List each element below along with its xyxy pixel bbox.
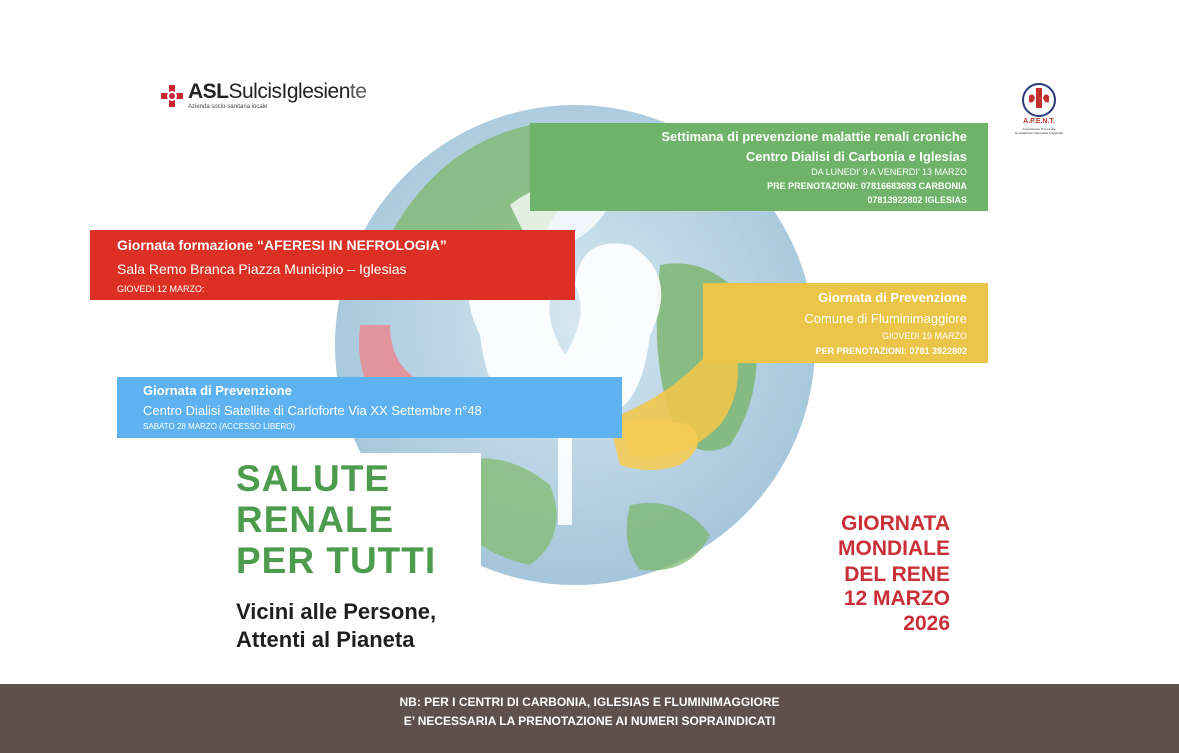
slogan-line-3: PER TUTTI bbox=[236, 540, 437, 581]
slogan-line-1: SALUTE bbox=[236, 458, 390, 499]
footer-note bbox=[0, 684, 1179, 753]
slogan-line-2: RENALE bbox=[236, 499, 395, 540]
event-banner-fluminimaggiore bbox=[703, 283, 988, 363]
apent-emblem-icon bbox=[1019, 82, 1059, 118]
event-date: GIOVEDI 19 MARZO bbox=[881, 331, 967, 341]
event-place: Comune di Fluminimaggiore bbox=[804, 311, 967, 326]
event-place: Centro Dialisi Satellite di Carloforte Via XX Settembre n°48 bbox=[143, 403, 482, 418]
event-phone-carbonia: PRE PRENOTAZIONI: 07816683693 CARBONIA bbox=[767, 181, 967, 191]
event-title: Settimana di prevenzione malattie renali croniche bbox=[661, 129, 967, 144]
event-title: Giornata di Prevenzione bbox=[818, 290, 967, 305]
world-day-line-4: 12 MARZO bbox=[843, 587, 950, 610]
event-banner-carloforte bbox=[117, 377, 622, 438]
footer-line-2: E’ NECESSARIA LA PRENOTAZIONE AI NUMERI SOPRAINDICATI bbox=[403, 714, 776, 728]
event-banner-aferesi bbox=[90, 230, 575, 300]
world-day-line-2: MONDIALE bbox=[838, 537, 950, 560]
asl-cross-icon bbox=[160, 84, 184, 108]
event-place: Centro Dialisi di Carbonia e Iglesias bbox=[745, 149, 967, 164]
apent-label: A.P.E.N.T. bbox=[1023, 118, 1055, 125]
event-title: Giornata formazione “AFERESI IN NEFROLOGIA” bbox=[117, 237, 447, 253]
world-day-line-1: GIORNATA bbox=[841, 512, 950, 535]
footer-line-1: NB: PER I CENTRI DI CARBONIA, IGLESIAS E FLUMINIMAGGIORE bbox=[399, 695, 780, 709]
event-title: Giornata di Prevenzione bbox=[143, 383, 292, 398]
asl-logo bbox=[160, 80, 367, 114]
world-day-line-3: DEL RENE bbox=[844, 563, 950, 586]
world-day-line-5: 2026 bbox=[903, 612, 950, 635]
asl-subtitle: Azienda socio-sanitaria locale bbox=[188, 104, 268, 110]
event-phone: PER PRENOTAZIONI: 0781 3922802 bbox=[815, 346, 967, 356]
asl-name: ASLSulcisIglesiente bbox=[188, 80, 367, 103]
event-date: SABATO 28 MARZO (ACCESSO LIBERO) bbox=[143, 422, 296, 431]
apent-logo bbox=[1013, 82, 1065, 136]
event-banner-carbonia-iglesias bbox=[530, 123, 988, 211]
apent-subtitle: Associazione Provinciale Emodializzati Nefropatici Trapiantati bbox=[1015, 127, 1063, 135]
event-date: GIOVEDI 12 MARZO: bbox=[117, 284, 205, 294]
slogan-subline-1: Vicini alle Persone, bbox=[236, 599, 437, 624]
event-phone-iglesias: 07813922802 IGLESIAS bbox=[867, 195, 967, 205]
event-date: DA LUNEDI’ 9 A VENERDI’ 13 MARZO bbox=[811, 167, 967, 177]
slogan-subline-2: Attenti al Pianeta bbox=[236, 627, 415, 652]
event-place: Sala Remo Branca Piazza Municipio – Iglesias bbox=[117, 261, 407, 277]
